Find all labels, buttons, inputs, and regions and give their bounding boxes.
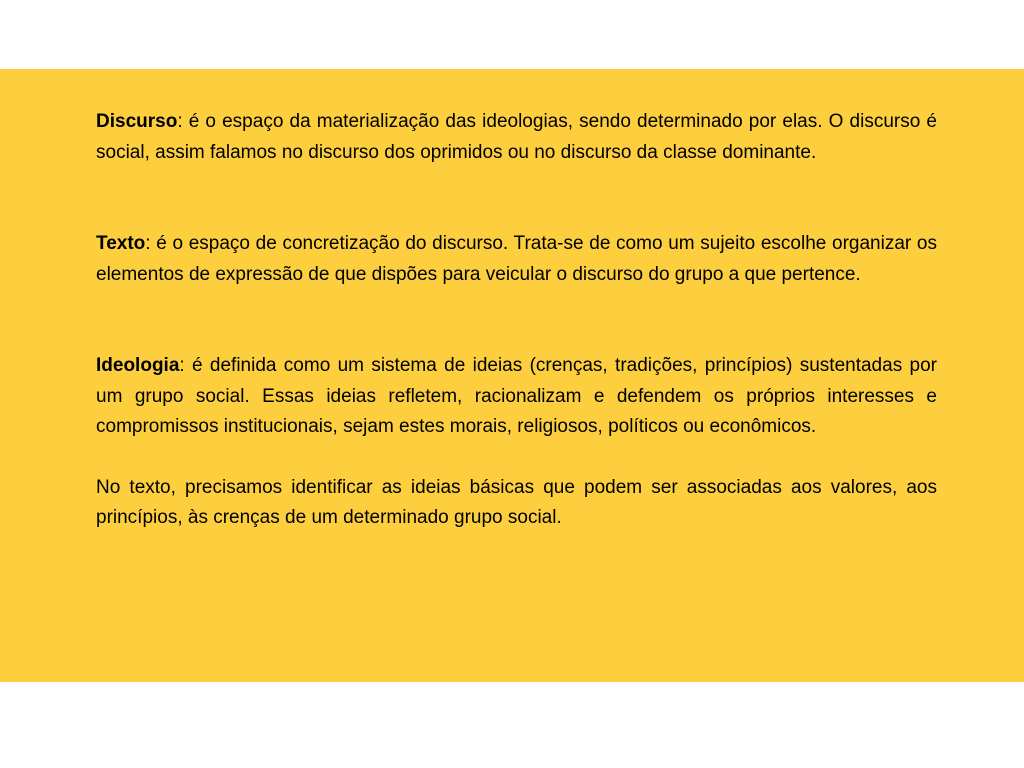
term-texto: Texto bbox=[96, 233, 146, 254]
paragraph-conclusao bbox=[96, 473, 937, 534]
paragraph-discurso bbox=[96, 107, 937, 168]
definition-ideologia: : é definida como um sistema de ideias (crenças, tradições, princípios) sustentadas por um grupo social. Essas ideias refletem, racionalizam e defendem os próprios interesses e compromissos institucionais, sejam estes morais, religiosos, políticos ou econômicos. bbox=[96, 355, 937, 437]
conclusion-text: No texto, precisamos identificar as ideias básicas que podem ser associadas aos valores, aos princípios, às crenças de um determinado grupo social. bbox=[96, 476, 937, 528]
text-content bbox=[96, 107, 937, 534]
term-ideologia: Ideologia bbox=[96, 355, 180, 376]
term-discurso: Discurso bbox=[96, 111, 178, 132]
paragraph-ideologia bbox=[96, 351, 937, 443]
paragraph-texto bbox=[96, 229, 937, 290]
definition-discurso: : é o espaço da materialização das ideologias, sendo determinado por elas. O discurso é social, assim falamos no discurso dos oprimidos ou no discurso da classe dominante. bbox=[96, 111, 937, 163]
definition-texto: : é o espaço de concretização do discurso. Trata-se de como um sujeito escolhe organizar os elementos de expressão de que dispões para veicular o discurso do grupo a que pertence. bbox=[96, 233, 937, 285]
